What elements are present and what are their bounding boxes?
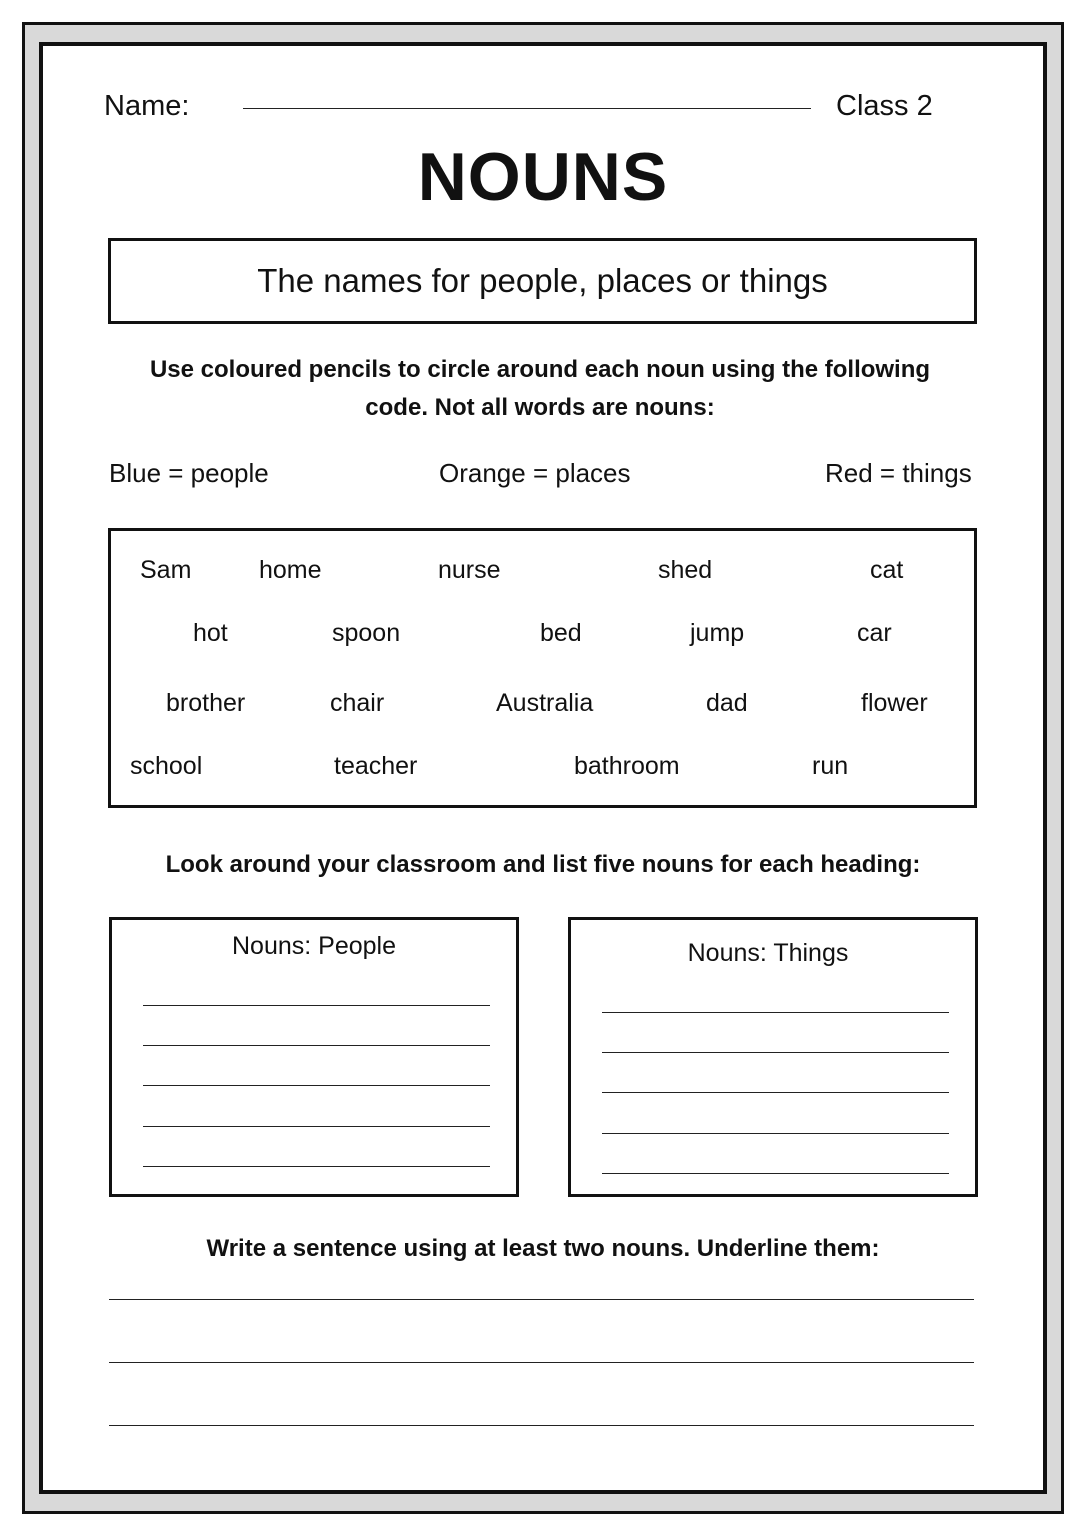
people-write-line[interactable] xyxy=(143,1126,490,1127)
word-spoon: spoon xyxy=(332,619,401,647)
word-chair: chair xyxy=(330,689,385,717)
definition-box xyxy=(108,238,977,324)
word-bathroom: bathroom xyxy=(574,752,680,780)
word-shed: shed xyxy=(658,556,713,584)
word-jump: jump xyxy=(690,619,745,647)
things-list-heading: Nouns: Things xyxy=(687,939,849,967)
sentence-write-line[interactable] xyxy=(109,1299,974,1300)
word-school: school xyxy=(130,752,203,780)
word-dad: dad xyxy=(706,689,748,717)
worksheet-title: NOUNS xyxy=(417,139,669,215)
code-orange-places: Orange = places xyxy=(439,458,631,488)
word-hot: hot xyxy=(193,619,228,647)
things-write-line[interactable] xyxy=(602,1173,949,1174)
name-write-line xyxy=(243,108,811,109)
people-write-line[interactable] xyxy=(143,1005,490,1006)
code-blue-people: Blue = people xyxy=(109,458,269,488)
word-brother: brother xyxy=(166,689,246,717)
word-car: car xyxy=(857,619,892,647)
word-teacher: teacher xyxy=(334,752,418,780)
sentence-write-line[interactable] xyxy=(109,1362,974,1363)
word-nurse: nurse xyxy=(438,556,501,584)
name-label: Name: xyxy=(104,90,190,122)
people-write-line[interactable] xyxy=(143,1045,490,1046)
code-red-things: Red = things xyxy=(825,458,972,488)
people-list-heading: Nouns: People xyxy=(231,932,396,960)
word-australia: Australia xyxy=(496,689,594,717)
things-write-line[interactable] xyxy=(602,1052,949,1053)
things-write-line[interactable] xyxy=(602,1133,949,1134)
people-write-line[interactable] xyxy=(143,1166,490,1167)
instruction-circle-nouns: Use coloured pencils to circle around each noun using the following code. Not all words are nouns: xyxy=(149,356,931,421)
sentence-write-line[interactable] xyxy=(109,1425,974,1426)
word-run: run xyxy=(812,752,849,780)
things-write-line[interactable] xyxy=(602,1012,949,1013)
word-sam: Sam xyxy=(140,556,192,584)
instruction-write-sentence: Write a sentence using at least two nouns. Underline them: xyxy=(206,1235,880,1262)
things-write-line[interactable] xyxy=(602,1092,949,1093)
instruction-list-nouns: Look around your classroom and list five nouns for each heading: xyxy=(165,851,921,878)
word-cat: cat xyxy=(870,556,904,584)
people-write-line[interactable] xyxy=(143,1085,490,1086)
word-flower: flower xyxy=(861,689,928,717)
definition-text: The names for people, places or things xyxy=(257,262,828,299)
class-label: Class 2 xyxy=(836,90,933,122)
word-home: home xyxy=(259,556,322,584)
word-bed: bed xyxy=(540,619,582,647)
